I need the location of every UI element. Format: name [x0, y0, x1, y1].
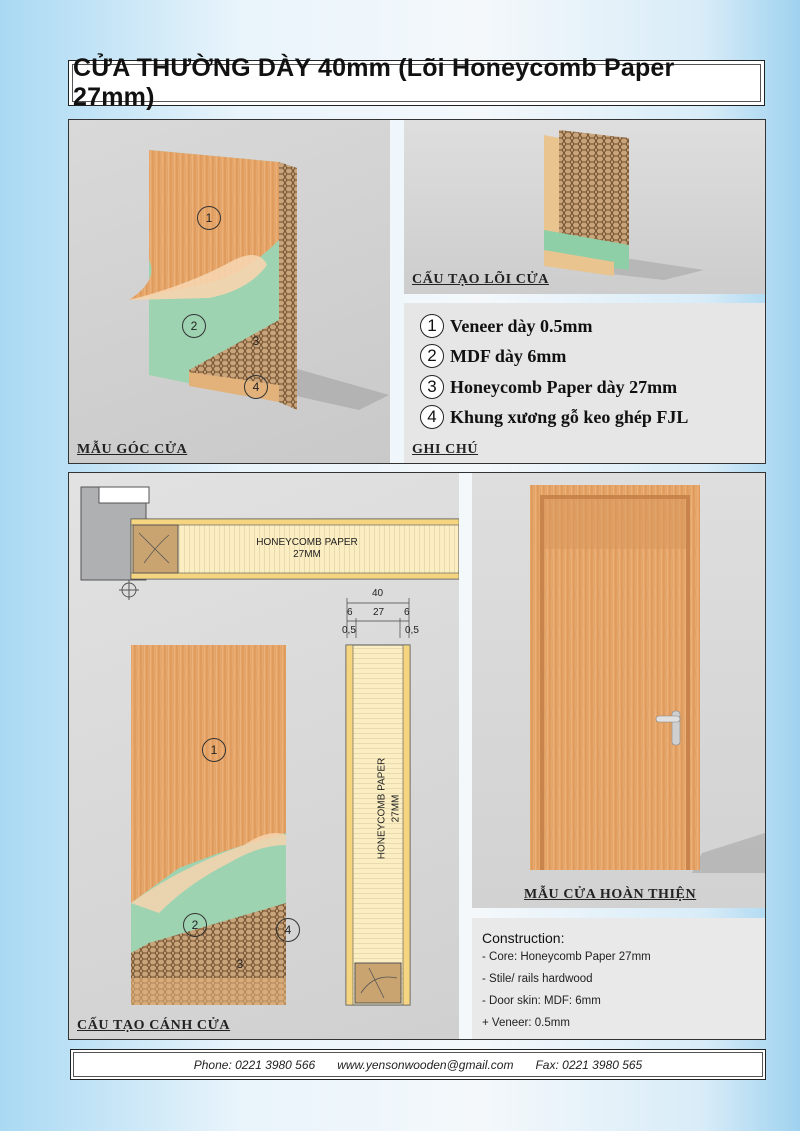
leaf-badge-2: 2	[183, 913, 207, 937]
page-title: CỬA THƯỜNG DÀY 40mm (Lõi Honeycomb Paper 27mm)	[72, 64, 761, 102]
dim-skin-left: 0,5	[342, 625, 356, 636]
legend-text: MDF dày 6mm	[450, 345, 567, 366]
finished-door-illustration	[472, 473, 765, 908]
leaf-badge-1: 1	[202, 738, 226, 762]
dim-skin-right: 0,5	[405, 625, 419, 636]
section-label-line2: 27MM	[293, 549, 321, 560]
construction-item: - Stile/ rails hardwood	[482, 973, 593, 985]
footer-phone: Phone: 0221 3980 566	[193, 1057, 316, 1072]
legend-number: 2	[420, 344, 444, 368]
dim-right: 6	[404, 607, 410, 618]
finished-caption: MẪU CỬA HOÀN THIỆN	[524, 887, 697, 902]
notes-panel	[404, 303, 765, 463]
core-structure-panel	[404, 120, 765, 294]
badge-1: 1	[197, 206, 221, 230]
corner-sample-illustration	[69, 120, 390, 463]
footer-fax: Fax: 0221 3980 565	[535, 1057, 643, 1072]
corner-sample-panel	[69, 120, 390, 463]
badge-3: 3	[252, 334, 260, 348]
construction-title: Construction:	[482, 930, 565, 946]
badge-4: 4	[244, 375, 268, 399]
legend-number: 4	[420, 405, 444, 429]
footer-email[interactable]: www.yensonwooden@gmail.com	[337, 1057, 514, 1072]
legend-text: Honeycomb Paper dày 27mm	[450, 376, 678, 397]
notes-caption: GHI CHÚ	[412, 442, 479, 457]
dim-mid: 27	[373, 607, 385, 618]
legend-item-3	[420, 375, 677, 399]
vertical-label-line2: 27MM	[390, 794, 402, 823]
construction-item: - Door skin: MDF: 6mm	[482, 995, 601, 1007]
leaf-caption: CẤU TẠO CÁNH CỬA	[77, 1018, 231, 1033]
section-label-line1: HONEYCOMB PAPER	[256, 537, 358, 548]
legend-text: Khung xương gỗ keo ghép FJL	[450, 406, 689, 427]
legend-item-1	[420, 314, 593, 338]
core-structure-illustration	[404, 120, 765, 294]
footer-contacts	[73, 1052, 763, 1077]
leaf-badge-3: 3	[236, 957, 244, 971]
legend-number: 1	[420, 314, 444, 338]
title-box	[68, 54, 765, 111]
dim-left: 6	[347, 607, 353, 618]
leaf-badge-4: 4	[276, 918, 300, 942]
construction-item: + Veneer: 0.5mm	[482, 1017, 570, 1029]
badge-2: 2	[182, 314, 206, 338]
finished-door-panel	[472, 473, 765, 908]
legend-item-2	[420, 344, 566, 368]
legend-item-4	[420, 405, 688, 429]
footer	[70, 1049, 766, 1080]
legend-text: Veneer dày 0.5mm	[450, 315, 593, 336]
construction-item: - Core: Honeycomb Paper 27mm	[482, 951, 651, 963]
legend-number: 3	[420, 375, 444, 399]
dim-total: 40	[372, 588, 384, 599]
leaf-structure-panel	[69, 473, 459, 1039]
construction-panel	[472, 918, 765, 1039]
vertical-label-line1: HONEYCOMB PAPER	[376, 757, 388, 860]
core-caption: CẤU TẠO LÕI CỬA	[412, 272, 549, 287]
corner-caption: MẪU GÓC CỬA	[77, 442, 188, 457]
